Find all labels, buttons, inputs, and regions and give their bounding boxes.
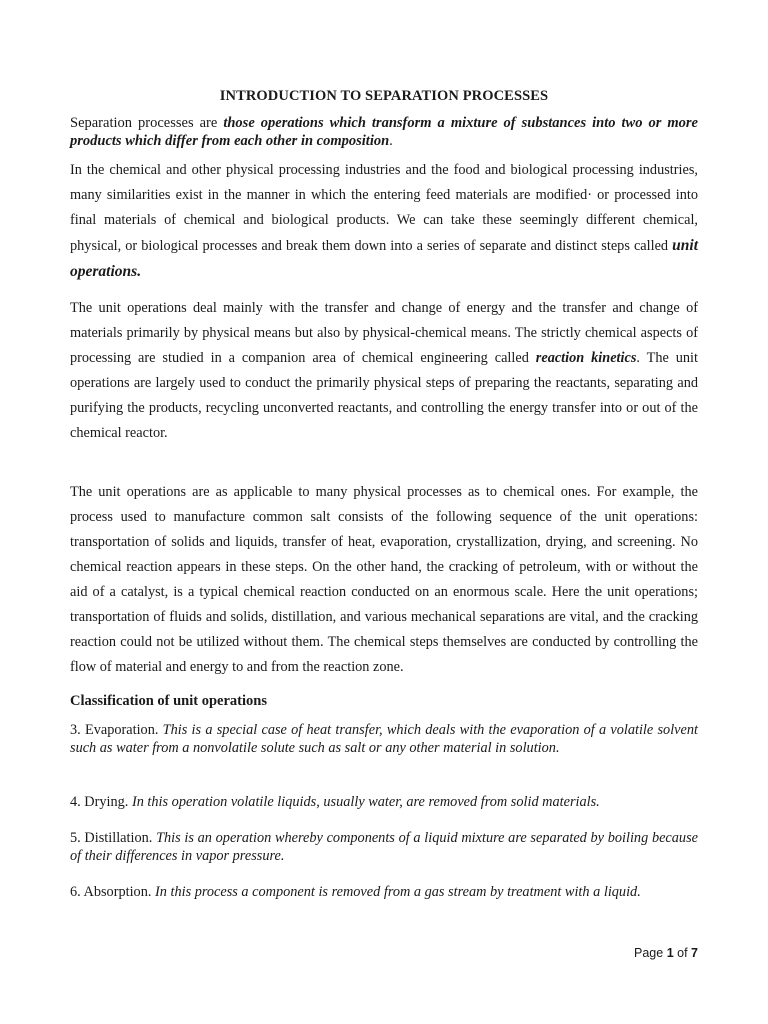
intro-end: . [389,133,393,149]
list-item-definition: This is a special case of heat transfer, which deals with the evaporation of a volatile solvent such as water from a nonvolatile solute such as salt or any other material in solution. [70,722,698,756]
list-item [70,793,698,811]
paragraph-1-text: In the chemical and other physical processing industries and the food and biological processing industries, many similarities exist in the manner in which the entering feed materials are modified· or processed into final materials of chemical and biological products. We can take these seemingly different chemical, physical, or biological processes and break them down into a series of separate and distinct steps called [70,162,698,254]
document-title: INTRODUCTION TO SEPARATION PROCESSES [219,88,549,104]
term-unit-operations: unit operations [70,237,698,280]
term-reaction-kinetics: reaction kinetics [535,350,637,366]
total-page-count: 7 [691,946,698,960]
list-item-label: 3. Evaporation. [70,722,159,738]
current-page-number: 1 [666,946,674,960]
list-item [70,721,698,757]
paragraph-2-text-after: . The unit operations are largely used to conduct the primarily physical steps of preparing the reactants, separating and purifying the products, recycling unconverted reactants, and controlling the energy transfer into or out of the chemical reactor. [70,350,699,441]
list-item-label: 4. Drying. [70,794,129,810]
paragraph-1 [70,158,698,285]
footer-of-word: of [677,946,688,960]
list-item [70,883,698,901]
list-item-definition: This is an operation whereby components of a liquid mixture are separated by boiling because of their differences in vapor pressure. [70,830,698,864]
footer-page-word: Page [634,946,664,960]
classification-heading: Classification of unit operations [70,693,267,709]
list-item-definition: In this process a component is removed from a gas stream by treatment with a liquid. [155,884,641,900]
intro-paragraph [70,114,698,150]
intro-definition: those operations which transform a mixture of substances into two or more products which differ from each other in composition [70,115,698,149]
document-page [70,0,698,1024]
intro-lead: Separation processes are [70,115,224,131]
paragraph-1-end: . [137,263,142,280]
list-item-label: 6. Absorption. [70,884,152,900]
paragraph-2-text-before: The unit operations deal mainly with the transfer and change of energy and the transfer and change of materials primarily by physical means but also by physical-chemical means. The strictly chemical aspects of processing are studied in a companion area of chemical engineering called [70,300,698,366]
list-item [70,829,698,865]
page-footer [634,946,698,960]
paragraph-2 [70,296,698,446]
list-item-label: 5. Distillation. [70,830,153,846]
paragraph-3: The unit operations are as applicable to many physical processes as to chemical ones. For example, the process used to manufacture common salt consists of the following sequence of the unit operations: transportation of solids and liquids, transfer of heat, evaporation, crystallization, drying, and screening. No chemical reaction appears in these steps. On the other hand, the cracking of petroleum, with or without the aid of a catalyst, is a typical chemical reaction conducted on an enormous scale. Here the unit operations; transportation of fluids and solids, distillation, and various mechanical separations are vital, and the cracking reaction could not be utilized without them. The chemical steps themselves are conducted by controlling the flow of material and energy to and from the reaction zone. [70,484,698,675]
list-item-definition: In this operation volatile liquids, usually water, are removed from solid materials. [131,794,600,810]
